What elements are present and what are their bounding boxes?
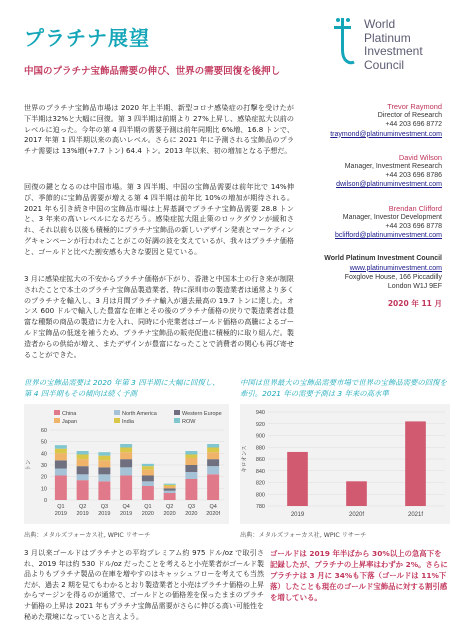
y-tick-label: 50 [40, 439, 47, 446]
x-tick-label: 2019 [98, 511, 111, 517]
legend-label: India [122, 419, 134, 425]
contact-phone: +44 203 696 8786 [385, 172, 442, 180]
stacked-bar-segment [55, 460, 67, 468]
stacked-bar-segment [98, 481, 110, 500]
stacked-bar-segment [77, 466, 89, 474]
x-tick-label: 2020f [348, 512, 365, 518]
x-tick-label: 2020f [206, 511, 221, 517]
y-tick-label: 900 [255, 433, 265, 440]
bar [346, 481, 367, 506]
x-tick-label: 2020 [163, 511, 176, 517]
contact-name: David Wilson [398, 152, 442, 162]
y-tick-label: 40 [40, 451, 47, 458]
stacked-bar-segment [185, 458, 197, 465]
x-tick-label: Q3 [100, 504, 109, 510]
x-tick-label: 2019 [54, 511, 67, 517]
stacked-bar-segment [207, 459, 219, 466]
stacked-bar-segment [185, 465, 197, 472]
contact-email-link[interactable]: traymond@platinuminvestment.com [330, 130, 442, 138]
x-tick-label: 2019 [290, 512, 305, 518]
contact-phone: +44 203 696 8778 [385, 223, 442, 231]
y-tick-label: 920 [255, 421, 265, 428]
body-paragraph-1: 世界のプラチナ宝飾品市場は 2020 年上半期、新型コロナ感染症の打撃を受けたが下半期は32%と大幅に回復。第 3 四半期は前期より 27%上昇し、感染症拡大以前のレベルに迫った。今年の第 4 四半期の需要予測は前年同期比 6%増、16.8 トンで、2017 年第 1 四半期以来の高いレベル。さらに 2021 年に予測される宝飾品のプラチナ需要は 13%増(+7.7 トン) 64.4 トン。2013 年以来、初の増加となる予想だ。 [24, 103, 294, 156]
legend-swatch [174, 410, 180, 415]
legend-label: Western Europe [182, 411, 222, 417]
y-tick-label: 820 [255, 480, 265, 487]
contact-phone: +44 203 696 8772 [385, 121, 442, 129]
y-tick-label: 0 [43, 498, 47, 504]
contact-name: Brendan Clifford [388, 203, 442, 213]
stacked-bar-segment [185, 472, 197, 479]
y-axis-label: キロオンス [242, 445, 248, 473]
bottom-highlight-callout: ゴールドは 2019 年半ばから 30%以上の急高下を記録したが、プラチナの上昇率はわずか 2%。さらにプラチナは 3 月に 34%も下落（ゴールドは 11%下落）したことも現在のゴールド宝飾品に対する割引感を増している。 [270, 549, 448, 602]
stacked-bar-segment [77, 474, 89, 480]
y-tick-label: 800 [255, 492, 265, 499]
stacked-bar-segment [164, 484, 176, 485]
stacked-bar-segment [142, 486, 154, 500]
stacked-bar-segment [164, 486, 176, 488]
logo-line-4: Council [364, 57, 405, 72]
x-tick-label: Q1 [57, 504, 65, 510]
logo-text [364, 18, 423, 72]
stacked-bar-segment [77, 459, 89, 466]
legend-label: North America [122, 411, 157, 417]
contact-brendan [300, 204, 442, 241]
chart-2-source: 出典：メタルズフォーカス社, WPIC リサーチ [240, 532, 367, 539]
logo-line-2: Platinum [364, 30, 411, 45]
logo-line-1: World [364, 17, 396, 31]
stacked-bar-segment [142, 481, 154, 486]
stacked-bar-segment [98, 460, 110, 467]
logo-mark-icon [330, 16, 358, 70]
x-tick-label: Q2 [78, 504, 87, 510]
y-tick-label: 20 [40, 474, 47, 481]
stacked-bar-segment [120, 444, 132, 448]
org-block [300, 254, 442, 291]
stacked-bar-segment [120, 476, 132, 501]
body-paragraph-3: 3 月に感染症拡大の不安からプラチナ価格が下がり、香港と中国本土の行き来が制限されたことで本土のプラチナ宝飾品製造業者、特に深圳市の製造業者は通常より多くのプラチナを輸入し、3 月は月間プラチナ輸入が過去最高の 19.7 トンに達した。オンス 600 ドルで輸入した豊富な在庫とその後のプラチナ価格の戻りで製造業者は豊富な種類の商品の製造に力を入れ、同時に小売業者はゴールド価格の高騰によるゴールド宝飾品の低迷を補うため、プラチナ宝飾品の販売促進に積極的に取り組んだ。製造者からの供給が増え、またデザインが豊富になったことで消費者の関心も再び寄せることができた。 [24, 274, 294, 359]
y-tick-label: 60 [40, 428, 47, 434]
body-paragraph-2: 回復の鍵となるのは中国市場。第 3 四半期、中国の宝飾品需要は前年比で 14%伸び、季節的に宝飾品需要が増える第 4 四半期は前年比 10%の増加が期待される。2021 年も引き続き中国の宝飾品市場は上昇基調でプラチナ宝飾品需要 28.8 トンと、3 年来の高いレベルになるだろう。感染症拡大阻止策のロックダウンが緩和され、それ以前も以後も積極的にプラチナ宝飾品の新しいデザイン発表とマーケティングキャンペーンが行われたことがこの好調の波を支えているが、我々はプラチナ価格と、ゴールドと比べた割安感も大きな要因と見ている。 [24, 182, 294, 256]
legend-swatch [114, 410, 120, 415]
stacked-bar-segment [164, 491, 176, 493]
stacked-bar-segment [120, 448, 132, 453]
x-tick-label: Q4 [122, 504, 130, 510]
stacked-bar-segment [207, 474, 219, 500]
contact-email-link[interactable]: dwilson@platinuminvestment.com [336, 181, 442, 189]
stacked-bar-segment [164, 493, 176, 500]
bar [287, 452, 308, 506]
x-tick-label: Q2 [165, 504, 174, 510]
stacked-bar-segment [120, 452, 132, 459]
stacked-bar-segment [185, 451, 197, 455]
legend-swatch [174, 418, 180, 423]
stacked-bar-segment [98, 452, 110, 456]
chart-2-title: 中国は世界最大の宝飾品需要市場で世界の宝飾品需要の回復を牽引。2021 年の需要予測は 3 年来の高水準 [240, 378, 447, 398]
legend-swatch [114, 418, 120, 423]
logo-line-3: Investment [364, 44, 423, 58]
stacked-bar-segment [185, 455, 197, 459]
stacked-bar-segment [98, 474, 110, 481]
publication-date: 2020 年 11 月 [387, 299, 442, 308]
contact-role: Manager, Investor Development [342, 213, 442, 221]
stacked-bar-segment [55, 469, 67, 476]
org-name: World Platinum Investment Council [324, 255, 442, 263]
stacked-bar-segment [55, 476, 67, 501]
page-subtitle: 中国のプラチナ宝飾品需要の伸び、世界の需要回復を後押し [24, 66, 281, 77]
page-title: プラチナ展望 [24, 26, 150, 50]
x-tick-label: 2020 [141, 511, 154, 517]
contact-email-link[interactable]: bclifford@platinuminvestment.com [335, 232, 442, 240]
x-tick-label: Q1 [144, 504, 152, 510]
stacked-bar-segment [55, 453, 67, 460]
stacked-bar-segment [142, 466, 154, 470]
legend-label: China [62, 411, 77, 417]
x-tick-label: 2019 [76, 511, 89, 517]
stacked-bar-segment [77, 480, 89, 500]
x-tick-label: 2021f [407, 512, 424, 518]
legend-swatch [54, 410, 60, 415]
stacked-bar-segment [207, 444, 219, 448]
contact-role: Manager, Investment Research [344, 163, 442, 171]
y-tick-label: 780 [255, 504, 265, 510]
stacked-bar-segment [77, 451, 89, 455]
stacked-bar-segment [98, 467, 110, 474]
y-axis-label: トン [26, 459, 32, 471]
y-tick-label: 940 [255, 410, 265, 416]
y-tick-label: 30 [40, 463, 47, 469]
bottom-paragraph: 3 月以来ゴールドはプラチナとの平均プレミアム約 975 ドル/oz で取引され、2019 年は約 530 ドル/oz だったことを考えると小売業者がゴールド製品よりもプラチナ製品の在庫を増やすのはキャッシュフローを考えても当然だが、過去 2 期を見てもわかるとおり製造業者と小売はプラチナ価格の上昇からマージンを得るのが通常で、ゴールドとの価格差を保ったままのプラチナ価格の上昇は 2021 年もプラチナ宝飾品需要がさらに伸びる高い可能性を秘めた環境になっていると言えよう。 [24, 549, 264, 621]
stacked-bar-segment [120, 467, 132, 475]
stacked-bar-segment [142, 464, 154, 466]
legend-label: Japan [62, 419, 77, 425]
x-tick-label: 2020 [185, 511, 198, 517]
x-tick-label: 2019 [120, 511, 133, 517]
org-address-line-1: Foxglove House, 166 Piccadilly [344, 273, 442, 281]
stacked-bar-segment [207, 466, 219, 474]
chart-1-source: 出典：メタルズフォーカス社, WPIC リサーチ [24, 532, 151, 539]
contacts-panel [300, 102, 442, 305]
wpic-logo [330, 16, 460, 76]
stacked-bar-segment [207, 448, 219, 453]
stacked-bar-segment [77, 455, 89, 460]
x-tick-label: Q4 [209, 504, 217, 510]
y-tick-label: 10 [40, 486, 47, 493]
chart-1-title: 世界の宝飾品需要は 2020 年第 3 四半期に大幅に回復し、第 4 四半期もその傾向は続く予測 [24, 378, 220, 398]
legend-swatch [54, 418, 60, 423]
stacked-bar-segment [55, 445, 67, 449]
org-address-line-2: London W1J 9EF [387, 283, 442, 291]
china-demand-bar-chart [240, 404, 450, 524]
contact-name: Trevor Raymond [387, 102, 442, 111]
legend-label: ROW [182, 419, 196, 425]
stacked-bar-segment [185, 479, 197, 500]
y-tick-label: 840 [255, 468, 265, 475]
contact-role: Director of Research [377, 112, 442, 120]
y-tick-label: 880 [255, 445, 265, 452]
stacked-bar-segment [164, 488, 176, 490]
x-tick-label: Q3 [187, 504, 196, 510]
stacked-bar-segment [142, 470, 154, 476]
bar [405, 421, 426, 506]
stacked-bar-chart [24, 404, 229, 524]
contact-david [300, 153, 442, 190]
stacked-bar-segment [207, 452, 219, 459]
org-website-link[interactable]: www.platinuminvestment.com [349, 264, 442, 272]
stacked-bar-segment [55, 449, 67, 454]
stacked-bar-segment [142, 476, 154, 482]
stacked-bar-segment [120, 459, 132, 467]
contact-trevor [300, 102, 442, 139]
stacked-bar-segment [164, 485, 176, 486]
y-tick-label: 860 [255, 457, 265, 463]
stacked-bar-segment [98, 456, 110, 461]
